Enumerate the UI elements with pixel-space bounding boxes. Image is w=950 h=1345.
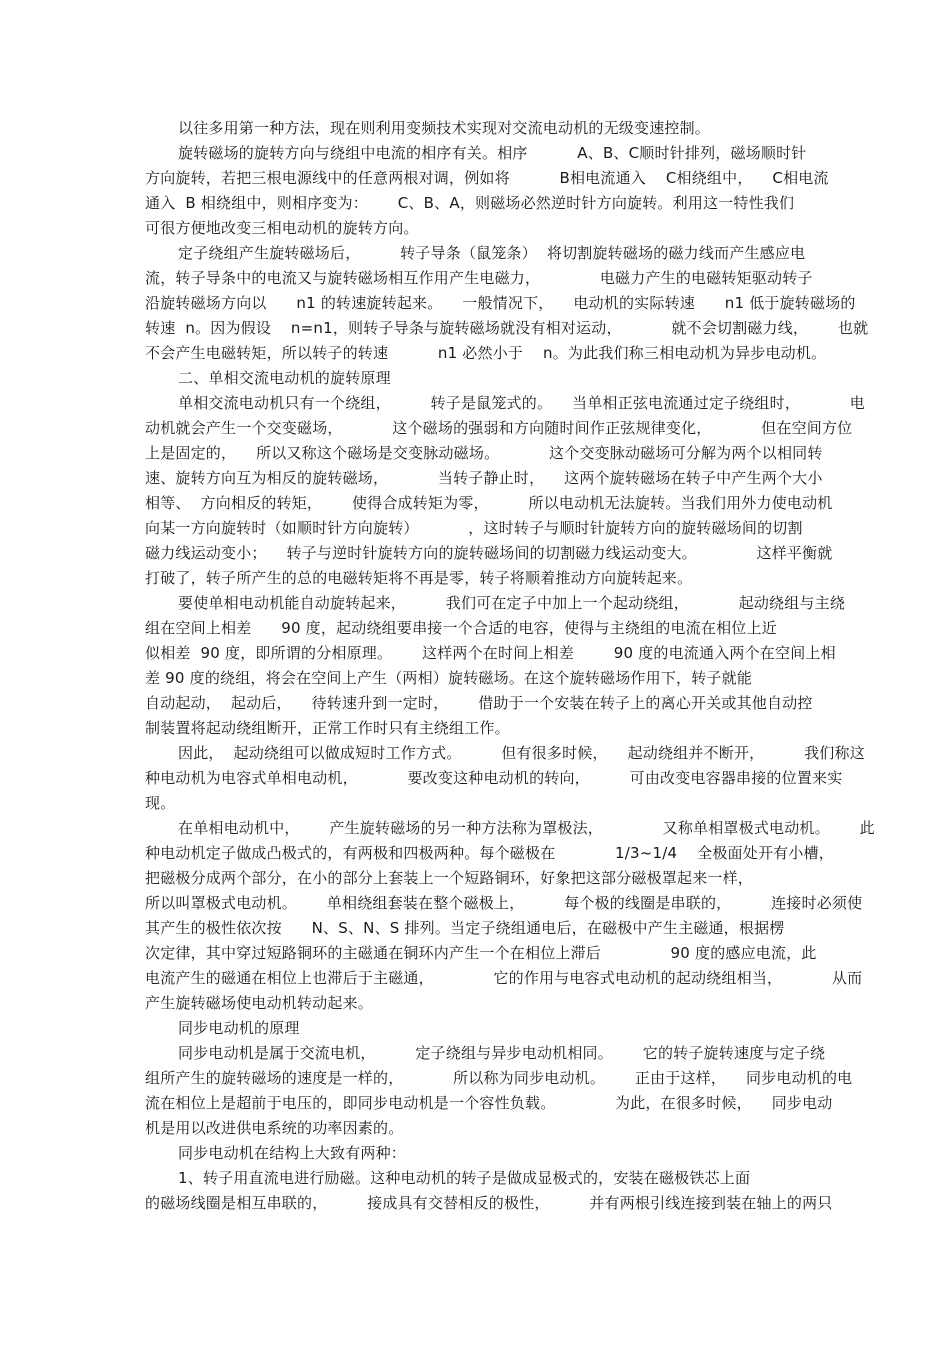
text-line: 流，转子导条中的电流又与旋转磁场相互作用产生电磁力， 电磁力产生的电磁转矩驱动转子 [145, 269, 813, 287]
text-line: 要使单相电动机能自动旋转起来， 我们可在定子中加上一个起动绕组， 起动绕组与主绕 [178, 594, 846, 612]
text-line: 通入 B 相绕组中，则相序变为： C、B、A，则磁场必然逆时针方向旋转。利用这一特性我们 [145, 194, 795, 212]
text-line: 不会产生电磁转矩，所以转子的转速 n1 必然小于 n。为此我们称三相电动机为异步电动机。 [145, 344, 827, 362]
text-line: 定子绕组产生旋转磁场后， 转子导条（鼠笼条） 将切割旋转磁场的磁力线而产生感应电 [178, 244, 806, 262]
text-line: 1、转子用直流电进行励磁。这种电动机的转子是做成显极式的，安装在磁极铁芯上面 [178, 1169, 751, 1187]
text-line: 制装置将起动绕组断开，正常工作时只有主绕组工作。 [145, 719, 510, 737]
section-heading: 同步电动机的原理 [178, 1019, 300, 1037]
text-line: 同步电动机在结构上大致有两种： [178, 1144, 407, 1162]
text-line: 自动起动， 起动后， 待转速升到一定时， 借助于一个安装在转子上的离心开关或其他自动控 [145, 694, 813, 712]
text-line: 旋转磁场的旋转方向与绕组中电流的相序有关。相序 A、B、C顺时针排列，磁场顺时针 [178, 144, 807, 162]
text-line: 以往多用第一种方法，现在则利用变频技术实现对交流电动机的无级变速控制。 [178, 119, 711, 137]
text-line: 磁力线运动变小； 转子与逆时针旋转方向的旋转磁场间的切割磁力线运动变大。 这样平衡就 [145, 544, 833, 562]
text-line: 组所产生的旋转磁场的速度是一样的， 所以称为同步电动机。 正由于这样， 同步电动机的电 [145, 1069, 853, 1087]
text-line: 其产生的极性依次按 N、S、N、S 排列。当定子绕组通电后，在磁极中产生主磁通，根据楞 [145, 919, 785, 937]
text-line: 的磁场线圈是相互串联的， 接成具有交替相反的极性， 并有两根引线连接到装在轴上的两只 [145, 1194, 833, 1212]
text-line: 种电动机为电容式单相电动机， 要改变这种电动机的转向， 可由改变电容器串接的位置来实 [145, 769, 843, 787]
text-line: 因此， 起动绕组可以做成短时工作方式。 但有很多时候， 起动绕组并不断开， 我们称这 [178, 744, 865, 762]
text-line: 似相差 90 度，即所谓的分相原理。 这样两个在时间上相差 90 度的电流通入两个在空间上相 [145, 644, 836, 662]
text-line: 种电动机定子做成凸极式的，有两极和四极两种。每个磁极在 1/3~1/4 全极面处开有小槽， [145, 844, 834, 862]
text-line: 沿旋转磁场方向以 n1 的转速旋转起来。 一般情况下， 电动机的实际转速 n1 低于旋转磁场的 [145, 294, 856, 312]
text-line: 电流产生的磁通在相位上也滞后于主磁通， 它的作用与电容式电动机的起动绕组相当， 从而 [145, 969, 863, 987]
text-line: 打破了，转子所产生的总的电磁转矩将不再是零，转子将顺着推动方向旋转起来。 [145, 569, 693, 587]
text-line: 差 90 度的绕组，将会在空间上产生（两相）旋转磁场。在这个旋转磁场作用下，转子就能 [145, 669, 753, 687]
text-line: 把磁极分成两个部分，在小的部分上套装上一个短路铜环，好象把这部分磁极罩起来一样， [145, 869, 754, 887]
text-line: 次定律，其中穿过短路铜环的主磁通在铜环内产生一个在相位上滞后 90 度的感应电流，此 [145, 944, 817, 962]
section-heading: 二、单相交流电动机的旋转原理 [178, 369, 391, 387]
text-line: 流在相位上是超前于电压的，即同步电动机是一个容性负载。 为此，在很多时候， 同步电动 [145, 1094, 833, 1112]
text-line: 转速 n。因为假设 n=n1，则转子导条与旋转磁场就没有相对运动， 就不会切割磁力线， 也就 [145, 319, 869, 337]
text-line: 向某一方向旋转时（如顺时针方向旋转） ，这时转子与顺时针旋转方向的旋转磁场间的切割 [145, 519, 803, 537]
text-line: 可很方便地改变三相电动机的旋转方向。 [145, 219, 419, 237]
text-line: 相等、 方向相反的转矩， 使得合成转矩为零， 所以电动机无法旋转。当我们用外力使电动机 [145, 494, 833, 512]
text-line: 机是用以改进供电系统的功率因素的。 [145, 1119, 404, 1137]
text-line: 产生旋转磁场使电动机转动起来。 [145, 994, 374, 1012]
text-line: 所以叫罩极式电动机。 单相绕组套装在整个磁极上， 每个极的线圈是串联的， 连接时必须使 [145, 894, 863, 912]
text-line: 在单相电动机中， 产生旋转磁场的另一种方法称为罩极法， 又称单相罩极式电动机。 此 [178, 819, 875, 837]
text-line: 上是固定的， 所以又称这个磁场是交变脉动磁场。 这个交变脉动磁场可分解为两个以相同转 [145, 444, 823, 462]
text-line: 单相交流电动机只有一个绕组， 转子是鼠笼式的。 当单相正弦电流通过定子绕组时， 电 [178, 394, 865, 412]
text-line: 组在空间上相差 90 度，起动绕组要串接一个合适的电容，使得与主绕组的电流在相位上近 [145, 619, 777, 637]
text-line: 动机就会产生一个交变磁场， 这个磁场的强弱和方向随时间作正弦规律变化， 但在空间方位 [145, 419, 853, 437]
text-line: 速、旋转方向互为相反的旋转磁场， 当转子静止时， 这两个旋转磁场在转子中产生两个大小 [145, 469, 823, 487]
text-line: 同步电动机是属于交流电机， 定子绕组与异步电动机相同。 它的转子旋转速度与定子绕 [178, 1044, 826, 1062]
text-line: 方向旋转，若把三根电源线中的任意两根对调，例如将 B相电流通入 C相绕组中， C相电流 [145, 169, 829, 187]
text-line: 现。 [145, 794, 176, 812]
